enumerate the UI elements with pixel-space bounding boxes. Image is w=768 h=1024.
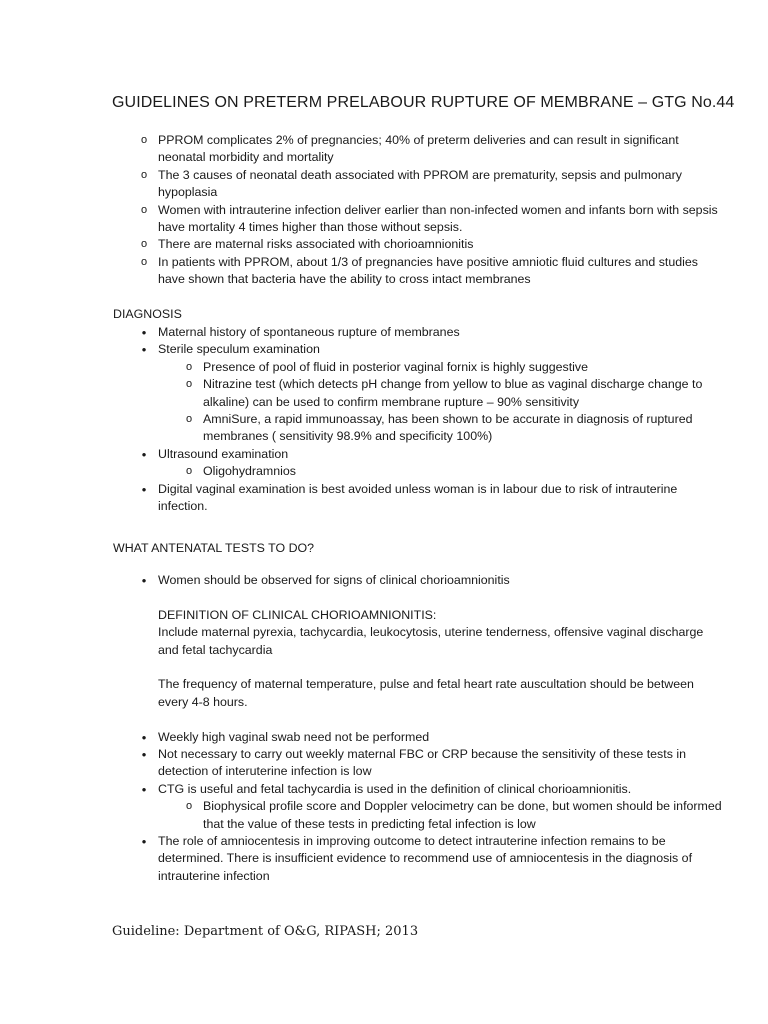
list-item: o In patients with PPROM, about 1/3 of pregnancies have positive amniotic fluid cultures and studies have shown that bacteria have the ability to cross intact membranes	[113, 254, 723, 289]
circle-bullet-icon: o	[185, 378, 193, 391]
list-item: o Women with intrauterine infection deliver earlier than non-infected women and infants born with sepsis have mortality 4 times higher than those without sepsis.	[113, 202, 723, 237]
circle-bullet-icon: o	[140, 238, 148, 251]
list-item: o Biophysical profile score and Doppler velocimetry can be done, but women should be informed that the value of these tests in predicting fetal infection is low	[113, 798, 723, 833]
bullet-icon: •	[141, 325, 147, 340]
list-item: • The role of amniocentesis in improving outcome to detect intrauterine infection remains to be determined. There is insufficient evidence to recommend use of amniocentesis in the diagnosis of intrauterine infection	[113, 833, 723, 885]
list-item: o Presence of pool of fluid in posterior vaginal fornix is highly suggestive	[113, 359, 723, 376]
bullet-icon: •	[141, 342, 147, 358]
circle-bullet-icon: o	[140, 255, 148, 268]
list-item: • Ultrasound examination	[113, 446, 723, 463]
list-item: • Weekly high vaginal swab need not be performed	[113, 729, 723, 746]
list-item: o Nitrazine test (which detects pH change from yellow to blue as vaginal discharge change to alkaline) can be used to confirm membrane rupture – 90% sensitivity	[113, 376, 723, 411]
antenatal-section	[113, 572, 723, 885]
circle-bullet-icon: o	[185, 800, 193, 813]
intro-list	[113, 132, 723, 289]
list-item: • Women should be observed for signs of clinical chorioamnionitis	[113, 572, 723, 589]
circle-bullet-icon: o	[140, 134, 148, 146]
list-item: o The 3 causes of neonatal death associated with PPROM are prematurity, sepsis and pulmonary hypoplasia	[113, 167, 723, 202]
list-item: o Oligohydramnios	[113, 463, 723, 480]
circle-bullet-icon: o	[140, 168, 148, 181]
circle-bullet-icon: o	[185, 413, 193, 426]
circle-bullet-icon: o	[185, 465, 193, 478]
circle-bullet-icon: o	[185, 360, 193, 373]
circle-bullet-icon: o	[140, 203, 148, 216]
bullet-icon: •	[141, 729, 147, 745]
bullet-icon: •	[141, 747, 147, 763]
diagnosis-list	[113, 324, 723, 515]
list-item: • Digital vaginal examination is best avoided unless woman is in labour due to risk of intrauterine infection.	[113, 481, 723, 516]
page-title: GUIDELINES ON PRETERM PRELABOUR RUPTURE OF MEMBRANE – GTG No.44	[112, 94, 735, 111]
intro-section	[113, 132, 723, 289]
bullet-icon: •	[141, 446, 147, 462]
bullet-icon: •	[141, 781, 147, 797]
bullet-icon: •	[141, 573, 147, 588]
antenatal-list-top	[113, 572, 723, 589]
list-item: o PPROM complicates 2% of pregnancies; 40% of preterm deliveries and can result in significant neonatal morbidity and mortality	[113, 132, 723, 167]
list-item: • Sterile speculum examination	[113, 341, 723, 358]
bullet-icon: •	[141, 481, 147, 497]
list-item: o There are maternal risks associated with chorioamnionitis	[113, 236, 723, 253]
antenatal-heading: WHAT ANTENATAL TESTS TO DO?	[113, 541, 315, 555]
diagnosis-section	[113, 324, 723, 515]
list-item: o AmniSure, a rapid immunoassay, has been shown to be accurate in diagnosis of ruptured membranes ( sensitivity 98.9% and specificity 100%)	[113, 411, 723, 446]
antenatal-list-bottom	[113, 729, 723, 886]
bullet-icon: •	[141, 834, 147, 850]
definition-heading: DEFINITION OF CLINICAL CHORIOAMNIONITIS:	[158, 607, 437, 622]
footer-citation: Guideline: Department of O&G, RIPASH; 2013	[112, 924, 419, 939]
definition-block	[113, 607, 723, 711]
list-item: • Not necessary to carry out weekly maternal FBC or CRP because the sensitivity of these tests in detection of interuterine infection is low	[113, 746, 723, 781]
diagnosis-heading: DIAGNOSIS	[113, 307, 182, 321]
list-item: • CTG is useful and fetal tachycardia is used in the definition of clinical chorioamnionitis.	[113, 781, 723, 798]
definition-text: Include maternal pyrexia, tachycardia, leukocytosis, uterine tenderness, offensive vaginal discharge and fetal tachycardia	[158, 625, 704, 657]
frequency-text: The frequency of maternal temperature, pulse and fetal heart rate auscultation should be between every 4-8 hours.	[158, 677, 694, 709]
list-item: • Maternal history of spontaneous rupture of membranes	[113, 324, 723, 341]
